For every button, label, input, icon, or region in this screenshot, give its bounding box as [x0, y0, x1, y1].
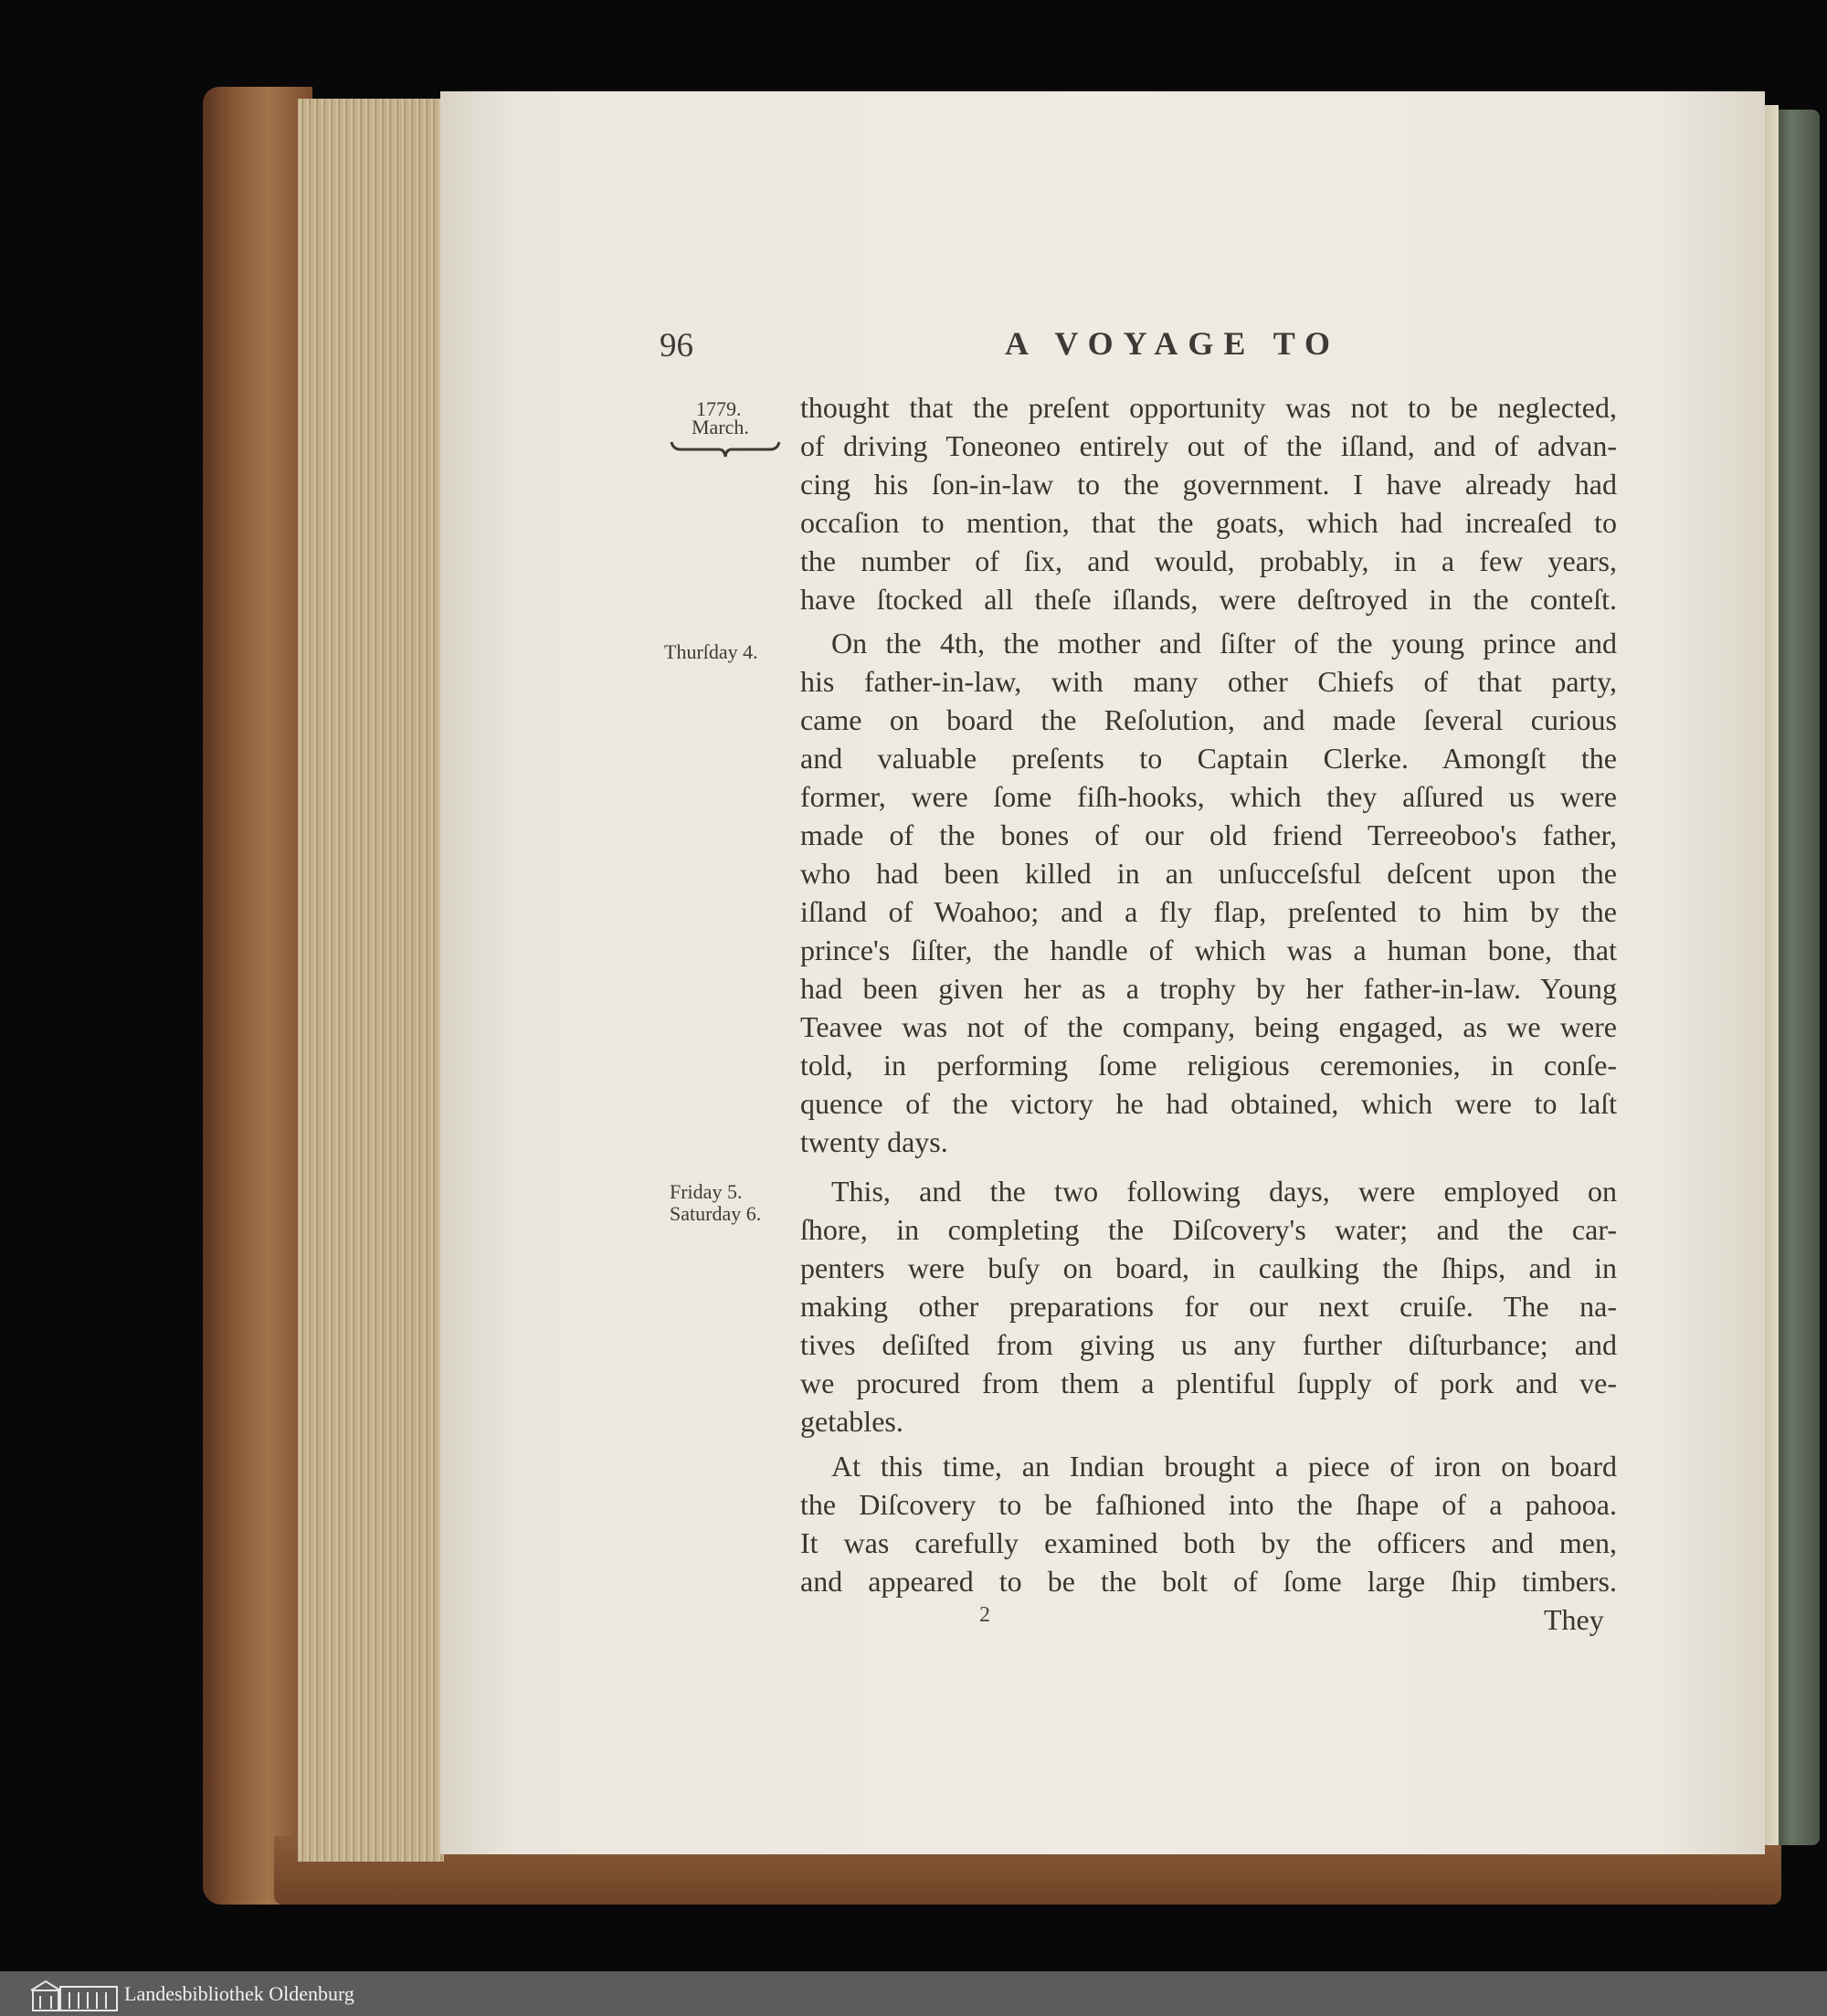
- body-line: cing his ſon-in-law to the government. I have already had: [800, 468, 1617, 501]
- body-line: quence of the victory he had obtained, which were to laſt: [800, 1087, 1617, 1120]
- body-line: making other preparations for our next cruiſe. The na-: [800, 1290, 1617, 1323]
- body-line: twenty days.: [800, 1125, 948, 1158]
- body-line: At this time, an Indian brought a piece of iron on board: [831, 1450, 1617, 1483]
- catchword: They: [1544, 1603, 1604, 1636]
- footer-bar: [0, 1971, 1827, 2016]
- running-head: A VOYAGE TO: [1005, 325, 1341, 362]
- margin-brace-icon: [670, 438, 781, 459]
- body-line: have ſtocked all theſe iſlands, were deſtroyed in the conteſt.: [800, 583, 1617, 616]
- body-line: getables.: [800, 1405, 903, 1438]
- body-line: who had been killed in an unſucceſsful deſcent upon the: [800, 857, 1617, 890]
- body-line: On the 4th, the mother and ſiſter of the young prince and: [831, 627, 1617, 660]
- body-line: former, were ſome fiſh-hooks, which they aſſured us were: [800, 780, 1617, 813]
- body-line: had been given her as a trophy by her father-in-law. Young: [800, 972, 1617, 1005]
- signature-mark: 2: [979, 1603, 990, 1627]
- library-name: Landesbibliothek Oldenburg: [124, 1982, 354, 2005]
- body-line: penters were buſy on board, in caulking the ſhips, and in: [800, 1251, 1617, 1284]
- body-line: the Diſcovery to be faſhioned into the ſhape of a pahooa.: [800, 1488, 1617, 1521]
- body-line: made of the bones of our old friend Terreeoboo's father,: [800, 818, 1617, 851]
- book-cover-left: [203, 87, 312, 1905]
- body-line: ſhore, in completing the Diſcovery's water; and the car-: [800, 1213, 1617, 1246]
- body-line: iſland of Woahoo; and a fly flap, preſented to him by the: [800, 895, 1617, 928]
- page-number: 96: [660, 327, 693, 364]
- body-line: the number of ſix, and would, probably, in a few years,: [800, 544, 1617, 577]
- margin-friday: Friday 5.: [670, 1180, 743, 1203]
- body-line: his father-in-law, with many other Chiefs of that party,: [800, 665, 1617, 698]
- body-line: came on board the Reſolution, and made ſeveral curious: [800, 703, 1617, 736]
- library-building-icon: [27, 1976, 121, 2012]
- book-cover-right: [1772, 110, 1820, 1845]
- body-line: told, in performing ſome religious ceremonies, in conſe-: [800, 1049, 1617, 1082]
- margin-year: 1779.: [696, 397, 742, 420]
- body-line: thought that the preſent opportunity was not to be neglected,: [800, 391, 1617, 424]
- body-line: we procured from them a plentiful ſupply of pork and ve-: [800, 1367, 1617, 1399]
- body-line: Teavee was not of the company, being engaged, as we were: [800, 1010, 1617, 1043]
- margin-saturday: Saturday 6.: [670, 1202, 762, 1225]
- page-edges: [298, 99, 444, 1862]
- body-line: prince's ſiſter, the handle of which was a human bone, that: [800, 934, 1617, 966]
- body-line: occaſion to mention, that the goats, which had increaſed to: [800, 506, 1617, 539]
- margin-month: March.: [692, 416, 749, 438]
- margin-thursday: Thurſday 4.: [664, 640, 758, 663]
- body-line: of driving Toneoneo entirely out of the iſland, and of advan-: [800, 429, 1617, 462]
- body-line: tives deſiſted from giving us any further diſturbance; and: [800, 1328, 1617, 1361]
- body-line: and appeared to be the bolt of ſome large ſhip timbers.: [800, 1565, 1617, 1598]
- body-line: This, and the two following days, were employed on: [831, 1175, 1617, 1208]
- body-line: and valuable preſents to Captain Clerke. Amongſt the: [800, 742, 1617, 775]
- body-line: It was carefully examined both by the officers and men,: [800, 1526, 1617, 1559]
